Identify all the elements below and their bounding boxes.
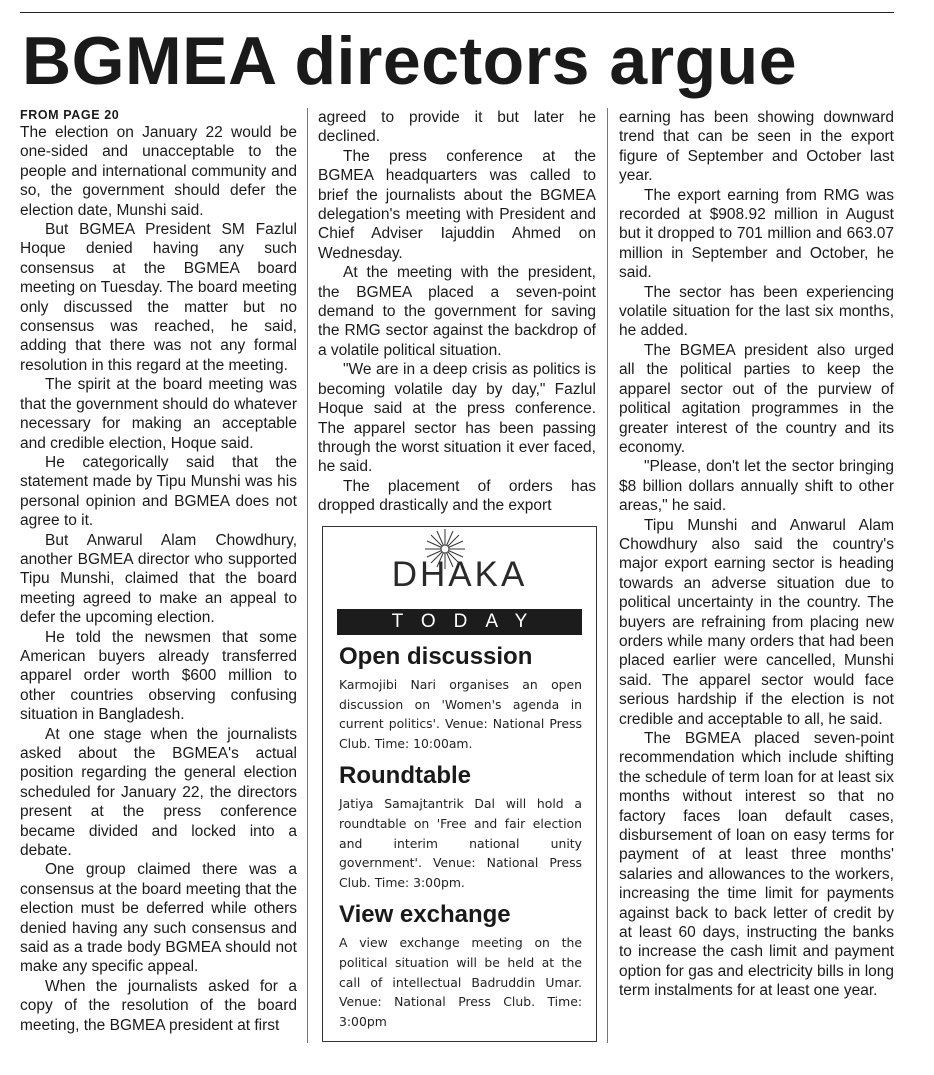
event-title: Open discussion: [339, 643, 533, 670]
paragraph: The placement of orders has dropped drastically and the export: [318, 477, 596, 515]
paragraph: "Please, don't let the sector bringing $8 billion dollars annually shift to other areas," he said.: [619, 458, 894, 515]
headline: BGMEA directors argue: [22, 23, 798, 99]
paragraph: earning has been showing downward trend that can be seen in the export figure of September and October last year.: [619, 109, 894, 185]
paragraph: The export earning from RMG was recorded at $908.92 million in August but it dropped to 701 million and 663.07 million in September and October, he said.: [619, 186, 894, 282]
dhaka-today-box: [322, 526, 597, 1042]
paragraph: Tipu Munshi and Anwarul Alam Chowdhury also said the country's major export earning sector is heading towards an adverse situation due to political uncertainty in the country. The buyers are refraining from placing new orders while many orders that had been placed earlier were cancelled, Munshi said. The apparel sector would face serious hardship if the election is not credible and acceptable to all, he said.: [619, 516, 894, 728]
event-title: Roundtable: [339, 762, 471, 790]
paragraph: The BGMEA placed seven-point recommendation which include shifting the schedule of term loan for at least six months without interest so that no factory faces loan default cases, disbursement of loan on easy terms for payment of at least three months' salaries and allowances to the workers, increasing the time limit for payments against back to back letter of credit by at least 60 days, instructing the banks to increase the cash limit and payment option for gas and electricity bills in long term instalments for at least one year.: [619, 730, 894, 1000]
article-column-3: [619, 108, 894, 1048]
paragraph: At one stage when the journalists asked about the BGMEA's actual position regarding the general election scheduled for January 22, the directors present at the press conference became divided and locked into a debate.: [20, 725, 297, 860]
paragraph: The sector has been experiencing volatile situation for the last six months, he added.: [619, 283, 894, 340]
paragraph: The spirit at the board meeting was that the government should do whatever necessary for making an acceptable and credible election, Hoque said.: [20, 376, 297, 452]
paragraph: He told the newsmen that some American buyers already transferred apparel order worth $600 million to other countries observing confusing situation in Bangladesh.: [20, 628, 297, 724]
paragraph: The press conference at the BGMEA headquarters was called to brief the journalists about the BGMEA delegation's meeting with President and Chief Adviser Iajuddin Ahmed on Wednesday.: [318, 147, 596, 262]
event-body: Jatiya Samajtantrik Dal will hold a roundtable on 'Free and fair election and interim national unity government'. Venue: National Press Club. Time: 3:00pm.: [339, 796, 582, 890]
paragraph: At the meeting with the president, the BGMEA placed a seven-point demand to the government for saving the RMG sector against the backdrop of a volatile political situation.: [318, 264, 596, 359]
event-body: Karmojibi Nari organises an open discussion on 'Women's agenda in current politics'. Venue: National Press Club. Time: 10:00am.: [339, 677, 582, 751]
dhaka-masthead-text: DHAKA: [391, 555, 528, 594]
paragraph: The BGMEA president also urged all the political parties to keep the apparel sector out of the purview of political agitation programmes in the greater interest of the country and its economy.: [619, 341, 894, 456]
event-title: View exchange: [339, 901, 511, 929]
event-body: A view exchange meeting on the political situation will be held at the call of intellectual Badruddin Umar. Venue: National Press Club. Time: 3:00pm: [339, 935, 582, 1029]
column-divider: [607, 108, 608, 1043]
paragraph: When the journalists asked for a copy of the resolution of the board meeting, the BGMEA president at first: [20, 977, 297, 1034]
today-bar: TODAY: [337, 609, 582, 635]
paragraph: "We are in a deep crisis as politics is becoming volatile day by day," Fazlul Hoque said at the press conference. The apparel sector has been passing through the worst situation it ever faced, he said.: [318, 361, 596, 476]
dhaka-today-masthead: [323, 527, 596, 609]
paragraph: But BGMEA President SM Fazlul Hoque denied having any such consensus at the BGMEA board meeting on Tuesday. The board meeting only discussed the matter but no consensus was reached, he said, adding that there was not any formal resolution in this regard at the meeting.: [20, 221, 297, 374]
paragraph: One group claimed there was a consensus at the board meeting that the election must be deferred while others denied having any such consensus and said as a trade body BGMEA should not make any specific appeal.: [20, 861, 297, 976]
top-rule: [20, 12, 894, 13]
paragraph: The election on January 22 would be one-sided and unacceptable to the people and international community and so, the government should defer the election date, Munshi said.: [20, 124, 297, 219]
jump-label: FROM PAGE 20: [20, 108, 120, 122]
column-2-text: [318, 108, 596, 520]
paragraph: He categorically said that the statement made by Tipu Munshi was his personal opinion and BGMEA does not agree to it.: [20, 453, 297, 530]
article-column-1: [20, 108, 297, 1048]
column-divider: [307, 108, 308, 1043]
paragraph: But Anwarul Alam Chowdhury, another BGMEA director who supported Tipu Munshi, claimed that the board meeting agreed to make an appeal to defer the upcoming election.: [20, 531, 297, 627]
paragraph: agreed to provide it but later he declined.: [318, 109, 596, 146]
